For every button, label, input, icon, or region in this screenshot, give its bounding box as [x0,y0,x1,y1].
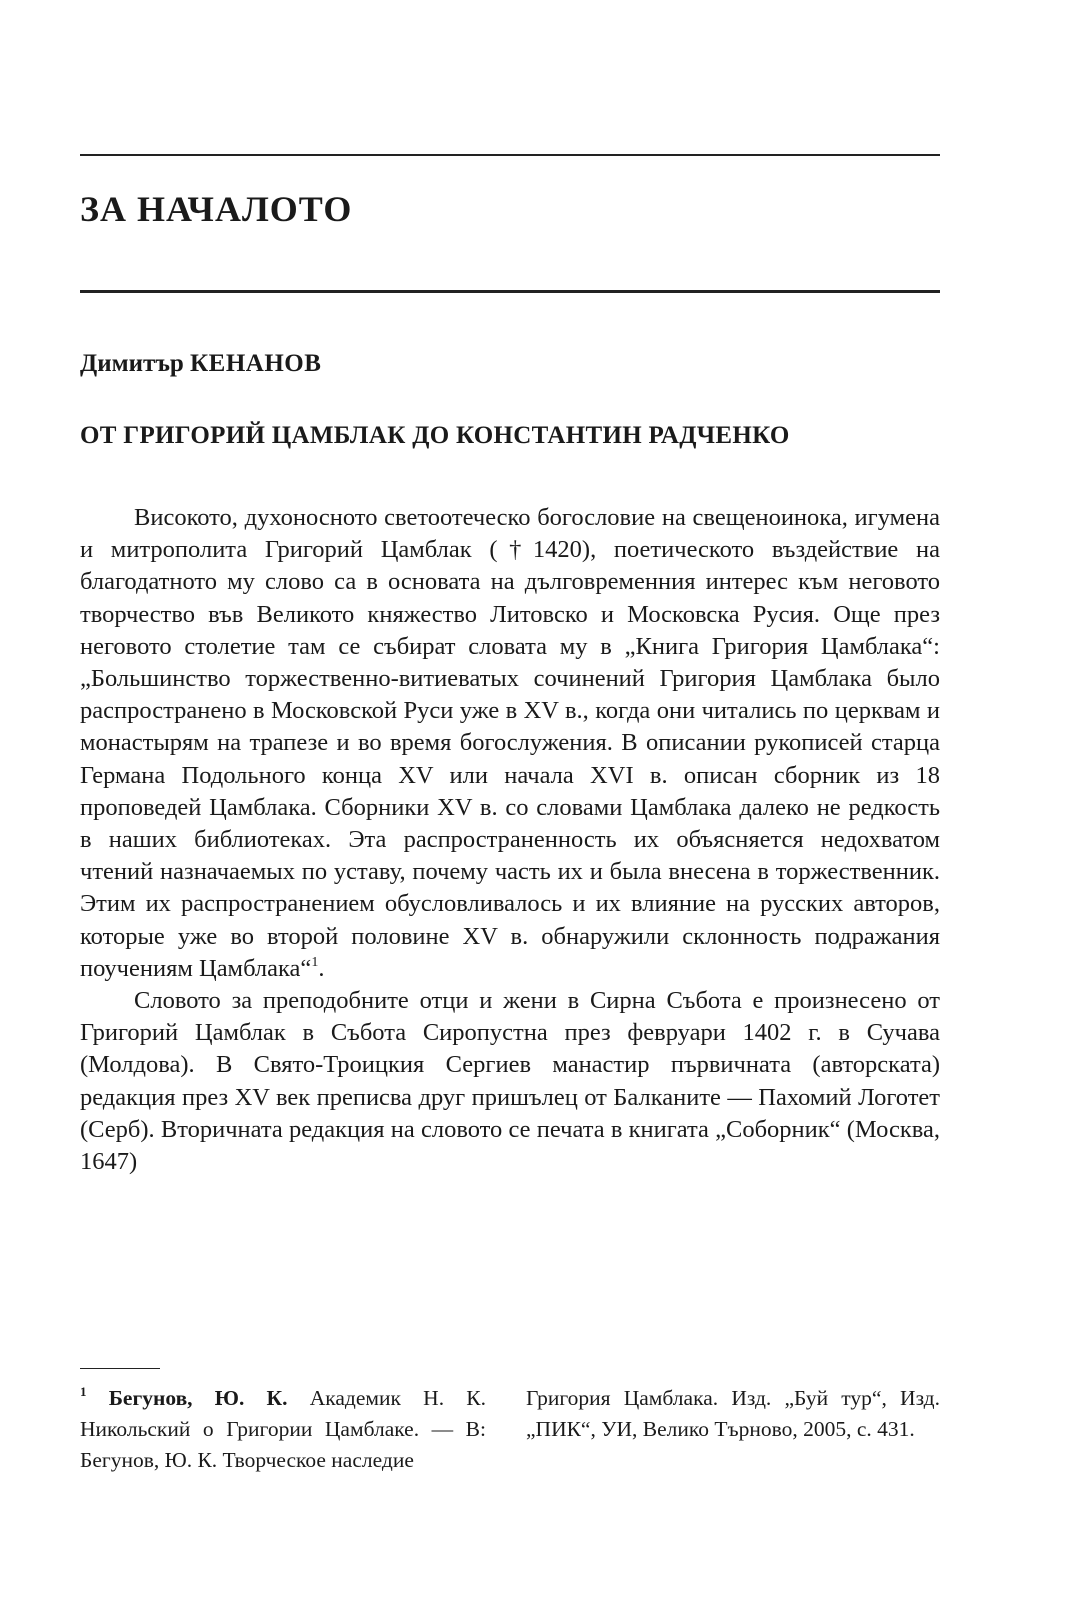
author-first-name: Димитър [80,350,184,377]
footnote-separator [80,1368,160,1369]
paragraph-1-end: . [318,954,325,982]
footnote-column-left [80,1383,486,1476]
section-title: ЗА НАЧАЛОТО [80,189,353,229]
section-bottom-rule [80,290,940,293]
footnote-author: Бегунов, Ю. К. [108,1386,288,1410]
author-surname: КЕНАНОВ [190,350,322,377]
section-top-rule [80,154,940,156]
paragraph-1 [80,502,940,985]
article-title: ОТ ГРИГОРИЙ ЦАМБЛАК ДО КОНСТАНТИН РАДЧЕНКО [80,422,790,449]
footnote-text-left: Академик Н. К. Никольский о Григории Цамблаке. — В: Бегунов, Ю. К. Творческое наследие [80,1386,486,1472]
footnote-column-right [526,1383,940,1445]
footnote-text-right: Григория Цамблака. Изд. „Буй тур“, Изд. „ПИК“, УИ, Велико Търново, 2005, с. 431. [526,1386,940,1441]
paragraph-2: Словото за преподобните отци и жени в Сирна Събота е произнесено от Григорий Цамблак в Събота Сиропустна през февруари 1402 г. в Сучава (Молдова). В Свято-Троицкия Сергиев манастир първичната (авторската) редакция през XV век преписва друг пришълец от Балканите — Пахомий Логотет (Серб). Вторичната редакция на словото се печата в книгата „Соборник“ (Москва, 1647) [80,987,940,1176]
footnote-reference[interactable]: 1 [311,954,319,970]
footnote-number: 1 [80,1384,87,1399]
article-author [80,350,321,378]
article-body [80,502,940,1178]
paragraph-1-text: Високото, духоносното светоотеческо богословие на свещеноинока, игумена и митрополита Григорий Цамблак (†1420), поетическото въздействие на благодатното му слово са в основата на дълговременния интерес към неговото творчество във Великото княжество Литовско и Московска Русия. Още през неговото столетие там се събират словата му в „Книга Григория Цамблака“: „Большинство торжественно-витиеватых сочинений Григория Цамблака было распространено в Московской Руси уже в XV в., когда они читались по церквам и монастырям на трапезе и во время богослужения. В описании рукописей старца Германа Подольного конца XV или начала XVI в. описан сборник из 18 проповедей Цамблака. Сборники XV в. со словами Цамблака далеко не редкость в наших библиотеках. Эта распространенность их объясняется недохватом чтений назначаемых по уставу, почему часть их и была внесена в торжественник. Этим их распространением обусловливалось и их влияние на русских авторов, которые уже во второй половине XV в. обнаружили склонность подражания поучениям Цамблака“ [80,504,940,982]
